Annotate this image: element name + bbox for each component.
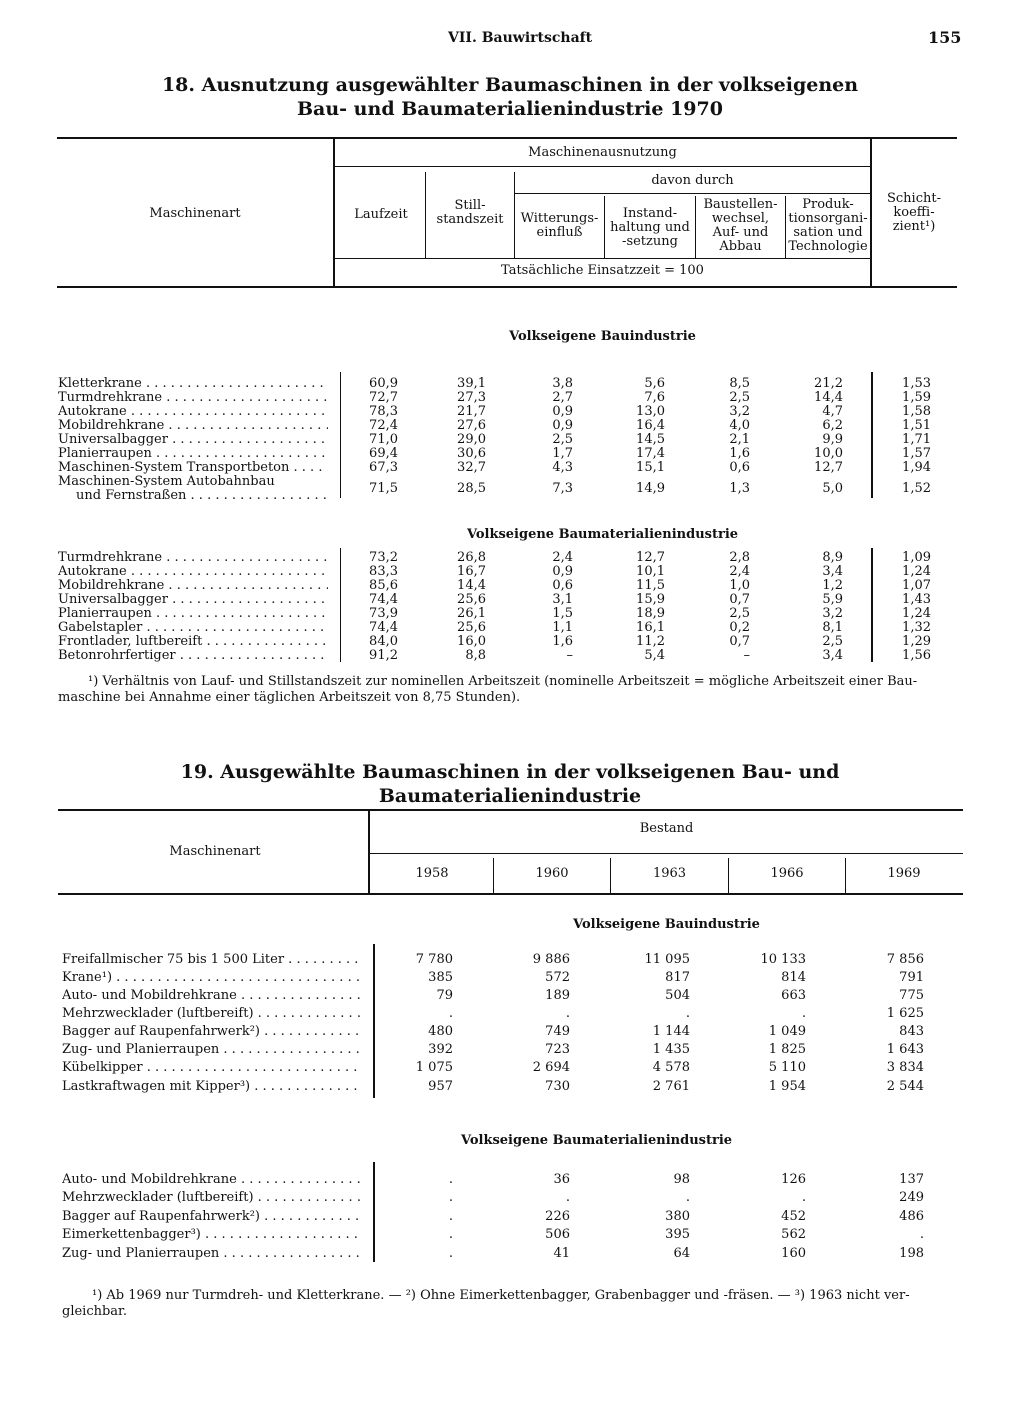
table-cell: 71,5 xyxy=(369,481,398,496)
table-cell: . xyxy=(565,1190,570,1205)
running-header: VII. Bauwirtschaft xyxy=(448,30,593,46)
table-cell: 1 435 xyxy=(652,1042,690,1057)
header-bestand: Bestand xyxy=(639,821,694,836)
section-title-bauindustrie-19: Volkseigene Bauindustrie xyxy=(573,917,760,932)
table-cell: 25,6 xyxy=(457,592,486,607)
table-cell: 1 954 xyxy=(768,1079,806,1094)
table-cell: . xyxy=(685,1190,690,1205)
table-cell: 16,7 xyxy=(457,564,486,579)
table-cell: 26,8 xyxy=(457,550,486,565)
row-label: Zug- und Planierraupen . . . xyxy=(62,1043,362,1057)
row-label: Autokrane . . . xyxy=(58,405,328,419)
table-cell: 486 xyxy=(899,1209,924,1224)
header-maschinenart-19: Maschinenart xyxy=(169,844,261,859)
table-row xyxy=(0,405,1024,419)
table-cell: 7,3 xyxy=(552,481,573,496)
row-label: Maschinen-System Autobahnbau xyxy=(58,474,275,489)
table-cell: 9,9 xyxy=(822,432,843,447)
table-cell: 28,5 xyxy=(457,481,486,496)
table-cell: 385 xyxy=(428,970,453,985)
row-label: Autokrane . . . xyxy=(58,565,328,579)
table-cell: . xyxy=(801,1190,806,1205)
table-cell: . xyxy=(448,1190,453,1205)
header-produktionsorganisation: Produk- tionsorgani- sation und Technologie xyxy=(788,197,868,254)
table-cell: 9 886 xyxy=(532,952,570,967)
table-cell: 64 xyxy=(673,1246,690,1261)
table-row xyxy=(0,475,1024,503)
table-cell: 78,3 xyxy=(369,404,398,419)
table-cell: 79 xyxy=(436,988,453,1003)
table-18-title-line2: Bau- und Baumaterialienindustrie 1970 xyxy=(297,98,723,120)
table-19-footnote: ¹) Ab 1969 nur Turmdreh- und Kletterkrane. — ²) Ohne Eimerkettenbagger, Grabenbagger und -fräsen. — ³) 1963 nicht ver- gleichbar. xyxy=(62,1288,910,1319)
table-cell: 137 xyxy=(899,1172,924,1187)
table-row xyxy=(0,1007,1024,1021)
header-laufzeit: Laufzeit xyxy=(354,207,408,222)
table-cell: 775 xyxy=(899,988,924,1003)
table-cell: 126 xyxy=(781,1172,806,1187)
table-cell: 1,5 xyxy=(552,606,573,621)
table-cell: 663 xyxy=(781,988,806,1003)
table-cell: – xyxy=(743,648,750,663)
row-label: Kletterkrane . . . xyxy=(58,377,328,391)
table-cell: 6,2 xyxy=(822,418,843,433)
table-cell: 1,0 xyxy=(729,578,750,593)
table-cell: 2,4 xyxy=(729,564,750,579)
table-cell: . xyxy=(801,1006,806,1021)
table-cell: 85,6 xyxy=(369,578,398,593)
table-cell: 4,3 xyxy=(552,460,573,475)
table-cell: 16,4 xyxy=(636,418,665,433)
table-row xyxy=(0,1228,1024,1242)
table-cell: 84,0 xyxy=(369,634,398,649)
table-cell: 5 110 xyxy=(768,1060,806,1075)
table-cell: 3,2 xyxy=(822,606,843,621)
table-cell: 12,7 xyxy=(814,460,843,475)
table-cell: 791 xyxy=(899,970,924,985)
table-cell: 1 825 xyxy=(768,1042,806,1057)
table-row xyxy=(0,419,1024,433)
table-cell: 5,6 xyxy=(644,376,665,391)
table-cell: 1,43 xyxy=(902,592,931,607)
table-row xyxy=(0,635,1024,649)
table-cell: – xyxy=(566,648,573,663)
table-cell: . xyxy=(919,1227,924,1242)
table-cell: 1 075 xyxy=(415,1060,453,1075)
table-row xyxy=(0,593,1024,607)
table-18-title-line1: 18. Ausnutzung ausgewählter Baumaschinen in der volkseigenen xyxy=(161,74,859,96)
table-row xyxy=(0,1173,1024,1187)
table-cell: 0,9 xyxy=(552,418,573,433)
table-cell: 3,4 xyxy=(822,564,843,579)
table-cell: 0,7 xyxy=(729,592,750,607)
table-row xyxy=(0,1080,1024,1094)
table-cell: 30,6 xyxy=(457,446,486,461)
table-row xyxy=(0,433,1024,447)
table-cell: 18,9 xyxy=(636,606,665,621)
table-cell: . xyxy=(565,1006,570,1021)
table-cell: 198 xyxy=(899,1246,924,1261)
table-cell: 98 xyxy=(673,1172,690,1187)
row-label: Auto- und Mobildrehkrane . . . xyxy=(62,989,362,1003)
table-cell: 8,8 xyxy=(465,648,486,663)
table-cell: 14,4 xyxy=(814,390,843,405)
table-cell: 0,9 xyxy=(552,404,573,419)
row-label: Mobildrehkrane . . . xyxy=(58,419,328,433)
table-19-title: 19. Ausgewählte Baumaschinen in der volkseigenen Bau- und Baumaterialienindustrie xyxy=(180,761,840,807)
table-cell: 2,7 xyxy=(552,390,573,405)
table-cell: . xyxy=(448,1246,453,1261)
row-label: Universalbagger . . . xyxy=(58,593,328,607)
table-cell: 506 xyxy=(545,1227,570,1242)
table-cell: 1,2 xyxy=(822,578,843,593)
table-cell: 1 625 xyxy=(886,1006,924,1021)
table-cell: 12,7 xyxy=(636,550,665,565)
row-label: Betonrohrfertiger . . . xyxy=(58,649,328,663)
table-cell: 16,0 xyxy=(457,634,486,649)
header-davon-durch: davon durch xyxy=(651,173,734,188)
header-year-1963: 1963 xyxy=(652,866,687,881)
table-cell: 4,7 xyxy=(822,404,843,419)
table-cell: 189 xyxy=(545,988,570,1003)
row-label: Bagger auf Raupenfahrwerk²) . . . xyxy=(62,1025,362,1039)
table-cell: 83,3 xyxy=(369,564,398,579)
section-title-baumaterialienindustrie: Volkseigene Baumaterialienindustrie xyxy=(466,527,739,542)
table-cell: . xyxy=(448,1227,453,1242)
table-row xyxy=(0,621,1024,635)
table-cell: 843 xyxy=(899,1024,924,1039)
table-row xyxy=(0,377,1024,391)
header-year-1958: 1958 xyxy=(415,866,449,881)
table-cell: 2,5 xyxy=(729,606,750,621)
table-cell: 504 xyxy=(665,988,690,1003)
table-cell: 21,7 xyxy=(457,404,486,419)
table-cell: . xyxy=(685,1006,690,1021)
table-cell: 572 xyxy=(545,970,570,985)
table-cell: 1,32 xyxy=(902,620,931,635)
table-cell: 13,0 xyxy=(636,404,665,419)
table-cell: 16,1 xyxy=(636,620,665,635)
table-cell: 14,9 xyxy=(636,481,665,496)
table-18-footnote: ¹) Verhältnis von Lauf- und Stillstandszeit zur nominellen Arbeitszeit (nominelle Arbeitszeit = mögliche Arbeitszeit einer Bau- maschine bei Annahme einer täglichen Arbeitszeit von 8,75 Stunden). xyxy=(58,674,918,705)
table-cell: 0,7 xyxy=(729,634,750,649)
table-cell: 21,2 xyxy=(814,376,843,391)
table-cell: 41 xyxy=(553,1246,570,1261)
table-cell: 5,0 xyxy=(822,481,843,496)
table-row xyxy=(0,1043,1024,1057)
table-cell: 15,1 xyxy=(636,460,665,475)
table-row xyxy=(0,391,1024,405)
table-cell: 5,9 xyxy=(822,592,843,607)
table-cell: 2,5 xyxy=(822,634,843,649)
table-cell: 4,0 xyxy=(729,418,750,433)
table-cell: 11,2 xyxy=(636,634,665,649)
header-basis: Tatsächliche Einsatzzeit = 100 xyxy=(501,263,704,278)
table-row xyxy=(0,551,1024,565)
header-year-1960: 1960 xyxy=(535,866,569,881)
table-cell: 8,1 xyxy=(822,620,843,635)
table-cell: 1,59 xyxy=(902,390,931,405)
table-cell: 8,9 xyxy=(822,550,843,565)
table-cell: 0,2 xyxy=(729,620,750,635)
table-row xyxy=(0,579,1024,593)
table-row xyxy=(0,953,1024,967)
table-cell: 3,8 xyxy=(552,376,573,391)
table-cell: 67,3 xyxy=(369,460,398,475)
row-label: Mobildrehkrane . . . xyxy=(58,579,328,593)
table-cell: 10,0 xyxy=(814,446,843,461)
table-cell: 15,9 xyxy=(636,592,665,607)
section-title-bauindustrie: Volkseigene Bauindustrie xyxy=(509,329,696,344)
table-cell: 2,5 xyxy=(552,432,573,447)
row-label: Planierraupen . . . xyxy=(58,607,328,621)
table-cell: 480 xyxy=(428,1024,453,1039)
table-cell: 11 095 xyxy=(644,952,690,967)
table-cell: 10 133 xyxy=(760,952,806,967)
table-cell: 1,3 xyxy=(729,481,750,496)
header-year-1969: 1969 xyxy=(887,866,921,881)
table-cell: 3,4 xyxy=(822,648,843,663)
table-cell: 1,7 xyxy=(552,446,573,461)
table-cell: 91,2 xyxy=(369,648,398,663)
header-maschinenart: Maschinenart xyxy=(149,206,241,221)
table-cell: 1,57 xyxy=(902,446,931,461)
row-label: Auto- und Mobildrehkrane . . . xyxy=(62,1173,362,1187)
row-label-cont: und Fernstraßen . . . xyxy=(76,489,328,503)
table-cell: 72,7 xyxy=(369,390,398,405)
row-label: Gabelstapler . . . xyxy=(58,621,328,635)
header-stillstandszeit: Still- standszeit xyxy=(436,198,504,227)
row-label: Universalbagger . . . xyxy=(58,433,328,447)
table-cell: 1 144 xyxy=(652,1024,690,1039)
table-cell: 814 xyxy=(781,970,806,985)
table-cell: 0,9 xyxy=(552,564,573,579)
row-label: Mehrzwecklader (luftbereift) . . . xyxy=(62,1007,362,1021)
table-cell: 1,6 xyxy=(729,446,750,461)
table-cell: 3,1 xyxy=(552,592,573,607)
table-cell: 74,4 xyxy=(369,592,398,607)
row-label: Freifallmischer 75 bis 1 500 Liter . . . xyxy=(62,953,362,967)
table-cell: 0,6 xyxy=(729,460,750,475)
table-cell: 73,2 xyxy=(369,550,398,565)
table-row xyxy=(0,989,1024,1003)
table-cell: 69,4 xyxy=(369,446,398,461)
header-maschinenausnutzung: Maschinenausnutzung xyxy=(528,145,677,160)
table-cell: 26,1 xyxy=(457,606,486,621)
table-cell: 249 xyxy=(899,1190,924,1205)
table-cell: 1,1 xyxy=(552,620,573,635)
table-cell: 2,1 xyxy=(729,432,750,447)
row-label: Zug- und Planierraupen . . . xyxy=(62,1247,362,1261)
table-cell: 5,4 xyxy=(644,648,665,663)
table-cell: 25,6 xyxy=(457,620,486,635)
table-cell: 1,24 xyxy=(902,564,931,579)
table-row xyxy=(0,1061,1024,1075)
table-cell: 730 xyxy=(545,1079,570,1094)
table-row xyxy=(0,1191,1024,1205)
table-row xyxy=(0,447,1024,461)
row-label: Turmdrehkrane . . . xyxy=(58,391,328,405)
table-cell: 1,07 xyxy=(902,578,931,593)
row-label: Maschinen-System Transportbeton . . . xyxy=(58,461,328,475)
row-label: Eimerkettenbagger³) . . . xyxy=(62,1228,362,1242)
header-baustellenwechsel: Baustellen- wechsel, Auf- und Abbau xyxy=(703,197,778,254)
table-cell: 1,58 xyxy=(902,404,931,419)
table-cell: 1,51 xyxy=(902,418,931,433)
table-cell: 14,4 xyxy=(457,578,486,593)
table-cell: 8,5 xyxy=(729,376,750,391)
table-cell: 1,6 xyxy=(552,634,573,649)
table-cell: 1,53 xyxy=(902,376,931,391)
table-cell: 1 643 xyxy=(886,1042,924,1057)
table-cell: 1,94 xyxy=(902,460,931,475)
table-cell: 10,1 xyxy=(636,564,665,579)
table-cell: 226 xyxy=(545,1209,570,1224)
row-label: Bagger auf Raupenfahrwerk²) . . . xyxy=(62,1210,362,1224)
table-cell: 36 xyxy=(553,1172,570,1187)
header-schichtkoeffizient: Schicht- koeffi- zient¹) xyxy=(887,191,941,234)
row-label: Frontlader, luftbereift . . . xyxy=(58,635,328,649)
table-cell: 73,9 xyxy=(369,606,398,621)
page-number: 155 xyxy=(928,28,962,47)
table-cell: 39,1 xyxy=(457,376,486,391)
row-label: Kübelkipper . . . xyxy=(62,1061,362,1075)
table-cell: 160 xyxy=(781,1246,806,1261)
table-cell: 2 761 xyxy=(652,1079,690,1094)
table-cell: 1,56 xyxy=(902,648,931,663)
table-cell: 74,4 xyxy=(369,620,398,635)
section-title-baumaterialienindustrie-19: Volkseigene Baumaterialienindustrie xyxy=(460,1133,733,1148)
table-cell: 3 834 xyxy=(886,1060,924,1075)
table-cell: 29,0 xyxy=(457,432,486,447)
table-cell: 2,5 xyxy=(729,390,750,405)
table-row xyxy=(0,971,1024,985)
table-row xyxy=(0,1210,1024,1224)
table-cell: 1,24 xyxy=(902,606,931,621)
table-cell: 7 780 xyxy=(415,952,453,967)
table-cell: . xyxy=(448,1006,453,1021)
table-cell: 2,8 xyxy=(729,550,750,565)
table-row xyxy=(0,1025,1024,1039)
table-cell: 1 049 xyxy=(768,1024,806,1039)
table-cell: 27,6 xyxy=(457,418,486,433)
table-cell: 817 xyxy=(665,970,690,985)
table-cell: 2 544 xyxy=(886,1079,924,1094)
header-year-1966: 1966 xyxy=(770,866,804,881)
table-cell: 395 xyxy=(665,1227,690,1242)
table-cell: 2 694 xyxy=(532,1060,570,1075)
row-label: Krane¹) . . . xyxy=(62,971,362,985)
table-cell: 749 xyxy=(545,1024,570,1039)
table-row xyxy=(0,565,1024,579)
table-cell: . xyxy=(448,1209,453,1224)
table-cell: 4 578 xyxy=(652,1060,690,1075)
table-cell: 1,29 xyxy=(902,634,931,649)
row-label: Mehrzwecklader (luftbereift) . . . xyxy=(62,1191,362,1205)
table-cell: 562 xyxy=(781,1227,806,1242)
table-cell: 380 xyxy=(665,1209,690,1224)
table-cell: 1,71 xyxy=(902,432,931,447)
table-cell: 392 xyxy=(428,1042,453,1057)
table-cell: 11,5 xyxy=(636,578,665,593)
header-instandhaltung: Instand- haltung und -setzung xyxy=(610,206,690,249)
table-cell: 3,2 xyxy=(729,404,750,419)
table-cell: 32,7 xyxy=(457,460,486,475)
table-cell: 1,09 xyxy=(902,550,931,565)
table-cell: 723 xyxy=(545,1042,570,1057)
table-cell: 27,3 xyxy=(457,390,486,405)
table-cell: 7 856 xyxy=(886,952,924,967)
table-cell: 14,5 xyxy=(636,432,665,447)
table-cell: 71,0 xyxy=(369,432,398,447)
table-row xyxy=(0,1247,1024,1261)
table-row xyxy=(0,649,1024,663)
table-cell: 0,6 xyxy=(552,578,573,593)
table-cell: 1,52 xyxy=(902,481,931,496)
row-label: Planierraupen . . . xyxy=(58,447,328,461)
table-row xyxy=(0,607,1024,621)
table-cell: . xyxy=(448,1172,453,1187)
table-cell: 957 xyxy=(428,1079,453,1094)
row-label: Turmdrehkrane . . . xyxy=(58,551,328,565)
table-cell: 60,9 xyxy=(369,376,398,391)
table-cell: 72,4 xyxy=(369,418,398,433)
table-cell: 2,4 xyxy=(552,550,573,565)
table-cell: 452 xyxy=(781,1209,806,1224)
table-row xyxy=(0,461,1024,475)
table-cell: 17,4 xyxy=(636,446,665,461)
header-witterungseinfluss: Witterungs- einfluß xyxy=(520,211,599,240)
table-cell: 7,6 xyxy=(644,390,665,405)
row-label: Lastkraftwagen mit Kipper³) . . . xyxy=(62,1080,362,1094)
